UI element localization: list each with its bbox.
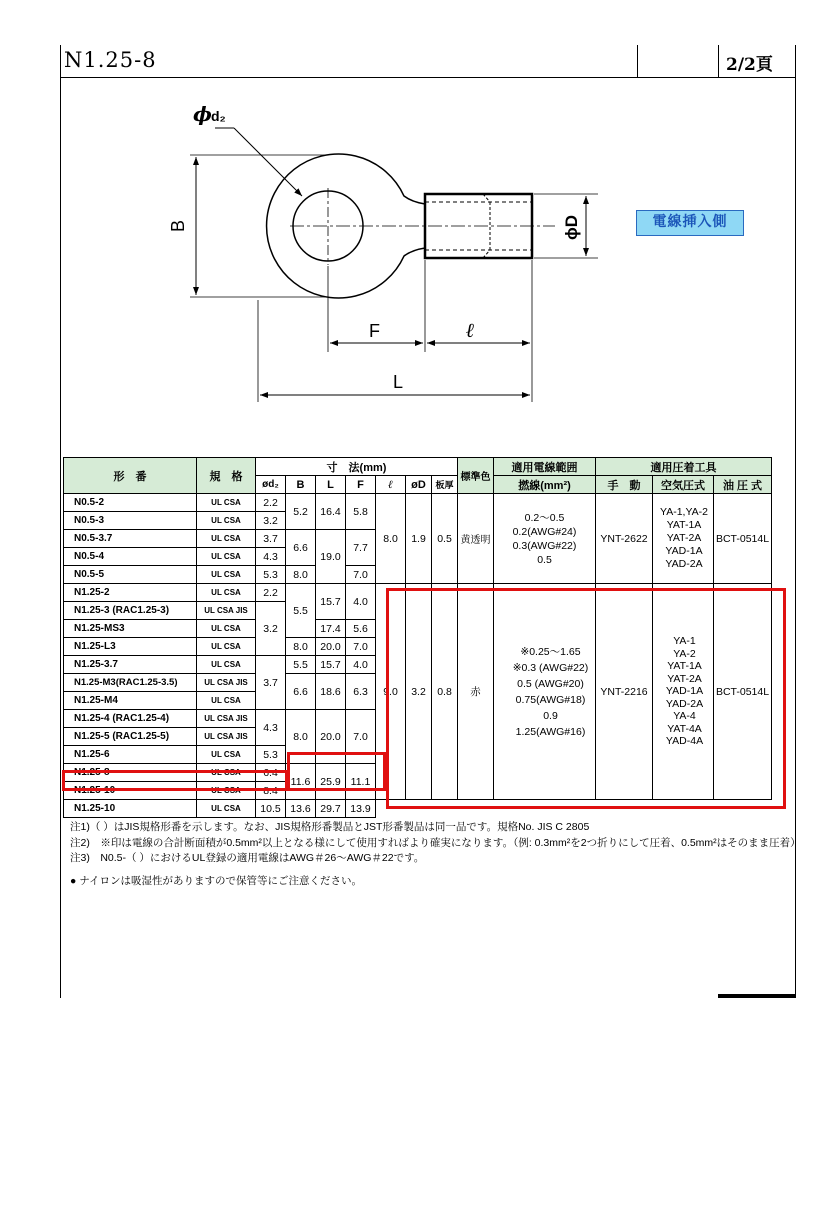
- l-label: ℓ: [466, 318, 475, 342]
- table-row-highlight: N1.25-10 UL CSA 8.4: [64, 782, 772, 800]
- table-row: N0.5-4 UL CSA 4.3: [64, 548, 772, 566]
- table-row: N1.25-2 UL CSA 2.2 5.5 15.7 4.0 9.0 3.2 0.8 赤 ※0.25～1.65 ※0.3 (AWG#22) 0.5 (AWG#20) 0.75(AWG#18) 0.9 1.25(AWG#16) YNT-2216 YA-1 YA-2 YAT-1A YAT-2A YAD-1A YAD-2A YA-4 YAT-4A YAD-4A BCT-0514L: [64, 584, 772, 602]
- table-row: N1.25-8 UL CSA 6.4 11.6 25.9 11.1: [64, 764, 772, 782]
- page-number: 2/2頁: [726, 55, 773, 75]
- table-row: N0.5-2 UL CSA 2.2 5.2 16.4 5.8 8.0 1.9 0.5 黄透明 0.2～0.5 0.2(AWG#24) 0.3(AWG#22) 0.5 YNT-2622 YA-1,YA-2 YAT-1A YAT-2A YAD-1A YAD-2A BCT-0514L: [64, 494, 772, 512]
- bottom-bar: [718, 994, 795, 998]
- table-row: N0.5-3 UL CSA 3.2: [64, 512, 772, 530]
- col-F: F: [346, 476, 376, 494]
- table-row: N1.25-3 (RAC1.25-3) UL CSA JIS 3.2: [64, 602, 772, 620]
- page-title: N1.25-8: [64, 48, 157, 72]
- D-label: ϕD: [562, 214, 581, 240]
- std-cell: UL CSA: [197, 494, 256, 512]
- col-model: 形 番: [64, 458, 197, 494]
- col-air: 空気圧式: [653, 476, 714, 494]
- col-oD: øD: [406, 476, 432, 494]
- note-4: ● ナイロンは吸湿性がありますので保管等にご注意ください。: [70, 874, 363, 887]
- col-wire: 適用電線範囲: [494, 458, 596, 476]
- spec-table: [63, 457, 772, 818]
- note-2: 注2) ※印は電線の合計断面積が0.5mm²以上となる様にして使用すればより確実になります。（例: 0.3mm²を2つ折りにして圧着、0.5mm²はそのまま圧着）: [70, 836, 801, 849]
- B-label: B: [168, 219, 188, 232]
- note-3: 注3) N0.5-（ ）におけるUL登録の適用電線はAWG＃26～AWG＃22です。: [70, 852, 425, 864]
- table-row: N1.25-L3 UL CSA 8.0 20.0 7.0: [64, 638, 772, 656]
- col-B: B: [286, 476, 316, 494]
- table-row: N1.25-10 UL CSA 10.5 13.6 29.7 13.9: [64, 800, 772, 818]
- table-row: N1.25-MS3 UL CSA 17.4 5.6: [64, 620, 772, 638]
- col-wire-sub: 撚線(mm²): [494, 476, 596, 494]
- table-row: N0.5-5 UL CSA 5.3 8.0 7.0: [64, 566, 772, 584]
- col-manual: 手 動: [596, 476, 653, 494]
- table-row: N1.25-5 (RAC1.25-5) UL CSA JIS: [64, 728, 772, 746]
- col-tools: 適用圧着工具: [596, 458, 772, 476]
- col-thick: 板厚: [432, 476, 458, 494]
- d2-label: d₂: [211, 108, 226, 124]
- table-row: N1.25-M3(RAC1.25-3.5) UL CSA JIS 6.6 18.6 6.3: [64, 674, 772, 692]
- col-L: L: [316, 476, 346, 494]
- table-row: N1.25-3.7 UL CSA 3.7 5.5 15.7 4.0: [64, 656, 772, 674]
- col-standard: 規 格: [197, 458, 256, 494]
- col-color: 標準色: [458, 458, 494, 494]
- notes: [70, 820, 801, 889]
- table-row: N1.25-4 (RAC1.25-4) UL CSA JIS 4.3 8.0 20.0 7.0: [64, 710, 772, 728]
- table-row: N1.25-6 UL CSA 5.3: [64, 746, 772, 764]
- col-od2: ød₂: [256, 476, 286, 494]
- L-label: L: [393, 372, 404, 392]
- col-dims: 寸 法(mm): [256, 458, 458, 476]
- col-l: ℓ: [376, 476, 406, 494]
- table-row: N0.5-3.7 UL CSA 3.7 6.6 19.0 7.7: [64, 530, 772, 548]
- note-1: 注1)（ ）はJIS規格形番を示します。なお、JIS規格形番製品とJST形番製品は同一品です。規格No. JIS C 2805: [70, 821, 590, 833]
- phi-label: ϕ: [193, 102, 212, 126]
- F-label: F: [369, 321, 380, 341]
- wire-insert-side-badge: 電線挿入側: [636, 210, 744, 236]
- table-row: N1.25-M4 UL CSA: [64, 692, 772, 710]
- col-oil: 油 圧 式: [714, 476, 772, 494]
